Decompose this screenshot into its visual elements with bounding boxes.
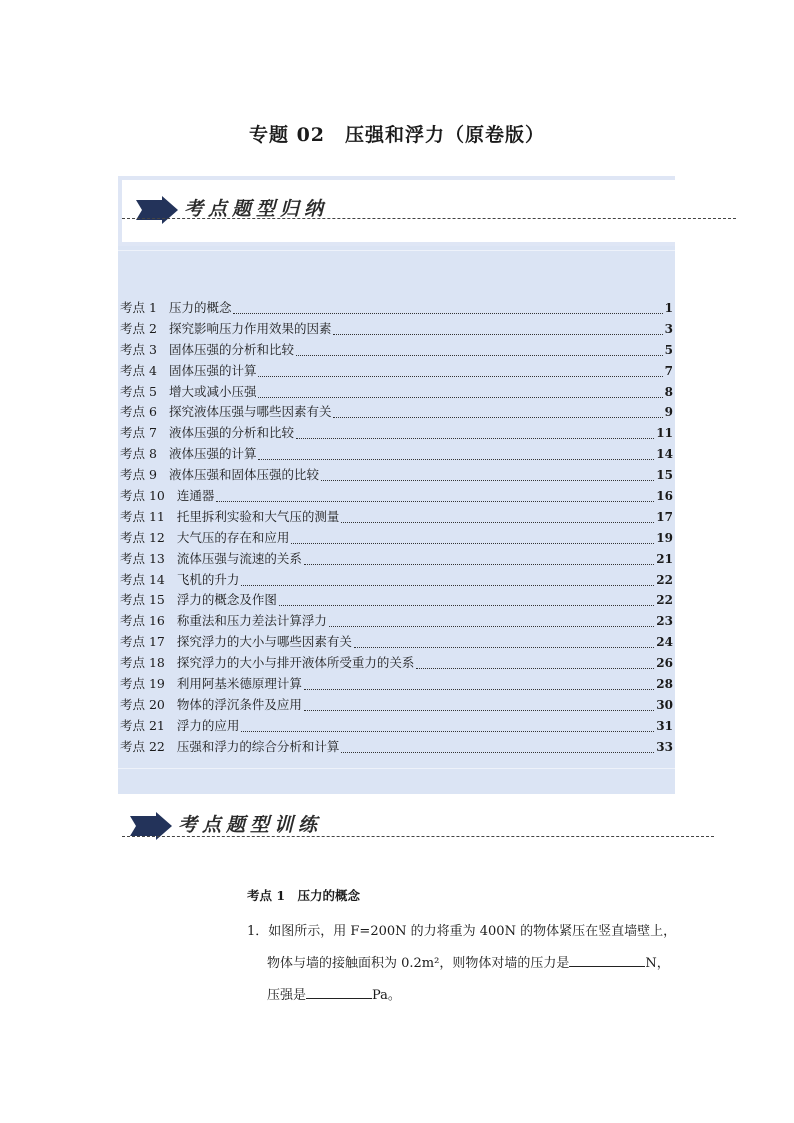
toc-entry-number: 考点 13 <box>120 550 165 566</box>
toc-entry[interactable] <box>120 340 673 361</box>
toc-leader-dots <box>341 742 654 753</box>
toc-entry[interactable] <box>120 570 673 591</box>
toc-entry-page: 5 <box>664 342 673 357</box>
toc-entry-label: 液体压强的分析和比较 <box>168 425 294 441</box>
toc-leader-dots <box>258 449 654 460</box>
toc-entry[interactable] <box>120 423 673 444</box>
toc-entry-page: 26 <box>656 656 673 671</box>
toc-stripe <box>118 768 675 769</box>
section-banner-training <box>118 806 718 846</box>
toc-entry-page: 23 <box>656 614 673 629</box>
toc-entry[interactable] <box>120 528 673 549</box>
toc-entry-page: 17 <box>656 509 673 524</box>
toc-entry-page: 1 <box>664 301 673 315</box>
toc-entry[interactable] <box>120 298 673 319</box>
toc-entry[interactable] <box>120 465 673 486</box>
toc-leader-dots <box>341 512 654 523</box>
toc-entry-page: 19 <box>656 530 673 545</box>
toc-entry-label: 液体压强和固体压强的比较 <box>168 467 319 483</box>
question-text: 压强是 <box>267 988 307 1003</box>
toc-entry[interactable] <box>120 361 673 382</box>
toc-entry-number: 考点 6 <box>120 404 157 420</box>
toc-entry-number: 考点 14 <box>120 571 165 587</box>
toc-entry-page: 8 <box>664 384 673 399</box>
toc-entry-label: 托里拆利实验和大气压的测量 <box>176 508 340 524</box>
toc-entry[interactable] <box>120 319 673 340</box>
toc-entry-label: 固体压强的分析和比较 <box>168 341 294 357</box>
toc-entry[interactable] <box>120 674 673 695</box>
toc-entry[interactable] <box>120 653 673 674</box>
toc-entry-label: 飞机的升力 <box>176 571 240 587</box>
toc-leader-dots <box>291 533 654 544</box>
toc-entry-page: 9 <box>664 405 673 420</box>
toc-entry-page: 22 <box>656 572 673 587</box>
toc-leader-dots <box>304 679 654 690</box>
toc-entry-label: 浮力的概念及作图 <box>176 592 277 608</box>
toc-entry-label: 连通器 <box>176 488 215 504</box>
toc-leader-dots <box>241 575 654 586</box>
toc-entry-page: 7 <box>664 363 673 378</box>
toc-entry-number: 考点 10 <box>120 488 165 504</box>
toc-entry-page: 15 <box>656 468 673 483</box>
toc-leader-dots <box>296 345 663 356</box>
toc-leader-dots <box>321 470 654 481</box>
toc-entry[interactable] <box>120 737 673 758</box>
toc-entry-label: 利用阿基米德原理计算 <box>176 676 302 692</box>
toc-entry[interactable] <box>120 486 673 507</box>
toc-entry[interactable] <box>120 382 673 403</box>
toc-entry-number: 考点 12 <box>120 529 165 545</box>
toc-entry[interactable] <box>120 549 673 570</box>
toc-entry-label: 探究浮力的大小与排开液体所受重力的关系 <box>176 655 415 671</box>
toc-entry[interactable] <box>120 695 673 716</box>
toc-entry-page: 31 <box>656 718 673 733</box>
toc-entry-label: 探究浮力的大小与哪些因素有关 <box>176 634 352 650</box>
toc-leader-dots <box>233 303 662 314</box>
toc-leader-dots <box>258 387 662 398</box>
toc-entry-number: 考点 22 <box>120 738 165 754</box>
toc-entry[interactable] <box>120 444 673 465</box>
toc-entry-number: 考点 16 <box>120 613 165 629</box>
toc-leader-dots <box>329 616 654 627</box>
banner-divider <box>122 836 714 837</box>
toc-entry-label: 物体的浮沉条件及应用 <box>176 696 302 712</box>
toc-entry-page: 14 <box>656 447 673 462</box>
toc-entry-label: 浮力的应用 <box>176 717 240 733</box>
toc-entry-number: 考点 7 <box>120 425 157 441</box>
toc-entry-number: 考点 15 <box>120 592 165 608</box>
toc-entry-label: 探究液体压强与哪些因素有关 <box>168 404 332 420</box>
toc-entry-page: 22 <box>656 593 673 608</box>
toc-entry[interactable] <box>120 716 673 737</box>
toc-entry-number: 考点 21 <box>120 717 165 733</box>
toc-leader-dots <box>216 491 654 502</box>
toc-leader-dots <box>241 721 654 732</box>
toc-entry-number: 考点 4 <box>120 362 157 378</box>
section-banner-summary <box>118 176 736 246</box>
section-heading: 考点 1 压力的概念 <box>247 888 361 903</box>
toc-leader-dots <box>333 324 662 335</box>
toc-entry-number: 考点 5 <box>120 383 157 399</box>
question-text: 物体与墙的接触面积为 0.2m²，则物体对墙的压力是 <box>267 956 570 971</box>
toc-leader-dots <box>296 428 654 439</box>
banner-inner <box>122 180 675 242</box>
toc-stripe <box>118 250 675 251</box>
toc-entry-label: 探究影响压力作用效果的因素 <box>168 320 332 336</box>
toc-entry-page: 11 <box>656 426 673 441</box>
toc-entry-label: 流体压强与流速的关系 <box>176 550 302 566</box>
toc-entry-number: 考点 11 <box>120 508 165 524</box>
arrow-right-icon <box>136 196 178 224</box>
toc-entry[interactable] <box>120 402 673 423</box>
answer-blank[interactable] <box>569 952 645 967</box>
toc-entry-page: 30 <box>656 697 673 712</box>
toc-leader-dots <box>416 658 654 669</box>
toc-entry-page: 24 <box>656 635 673 650</box>
toc-entry-page: 21 <box>656 551 673 566</box>
toc-entry-number: 考点 3 <box>120 341 157 357</box>
toc-entry-number: 考点 19 <box>120 676 165 692</box>
question-text: N， <box>645 956 670 971</box>
toc-entry-number: 考点 17 <box>120 634 165 650</box>
toc-leader-dots <box>333 407 662 418</box>
toc-entry-number: 考点 9 <box>120 467 157 483</box>
question-1 <box>247 916 697 1012</box>
toc-entry[interactable] <box>120 632 673 653</box>
banner-divider <box>122 218 736 219</box>
table-of-contents <box>118 246 675 794</box>
toc-entry-label: 增大或减小压强 <box>168 383 257 399</box>
toc-leader-dots <box>354 637 654 648</box>
toc-entry[interactable] <box>120 507 673 528</box>
toc-leader-dots <box>258 366 662 377</box>
toc-list <box>120 298 673 758</box>
toc-entry-label: 液体压强的计算 <box>168 446 257 462</box>
question-line: 1．如图所示，用 F=200N 的力将重为 400N 的物体紧压在竖直墙壁上， <box>247 924 677 939</box>
toc-entry[interactable] <box>120 590 673 611</box>
toc-entry-label: 大气压的存在和应用 <box>176 529 290 545</box>
toc-entry-page: 33 <box>656 739 673 754</box>
toc-leader-dots <box>279 595 654 606</box>
question-text: Pa。 <box>372 988 401 1003</box>
toc-entry-number: 考点 20 <box>120 696 165 712</box>
toc-entry-number: 考点 8 <box>120 446 157 462</box>
toc-entry-label: 称重法和压力差法计算浮力 <box>176 613 327 629</box>
toc-entry-number: 考点 1 <box>120 300 157 315</box>
question-line <box>247 948 697 980</box>
toc-entry-label: 固体压强的计算 <box>168 362 257 378</box>
answer-blank[interactable] <box>306 984 372 999</box>
toc-entry-page: 28 <box>656 677 673 692</box>
toc-entry-number: 考点 2 <box>120 320 157 336</box>
banner-title: 考点题型训练 <box>178 814 323 836</box>
toc-leader-dots <box>304 700 654 711</box>
banner-title: 考点题型归纳 <box>184 198 329 220</box>
toc-entry[interactable] <box>120 611 673 632</box>
toc-entry-label: 压强和浮力的综合分析和计算 <box>176 738 340 754</box>
question-line <box>247 980 697 1012</box>
document-title: 专题 02 压强和浮力（原卷版） <box>248 124 546 146</box>
toc-entry-label: 压力的概念 <box>168 300 232 315</box>
toc-entry-page: 3 <box>664 321 673 336</box>
toc-leader-dots <box>304 554 654 565</box>
toc-entry-page: 16 <box>656 489 673 504</box>
toc-entry-number: 考点 18 <box>120 655 165 671</box>
